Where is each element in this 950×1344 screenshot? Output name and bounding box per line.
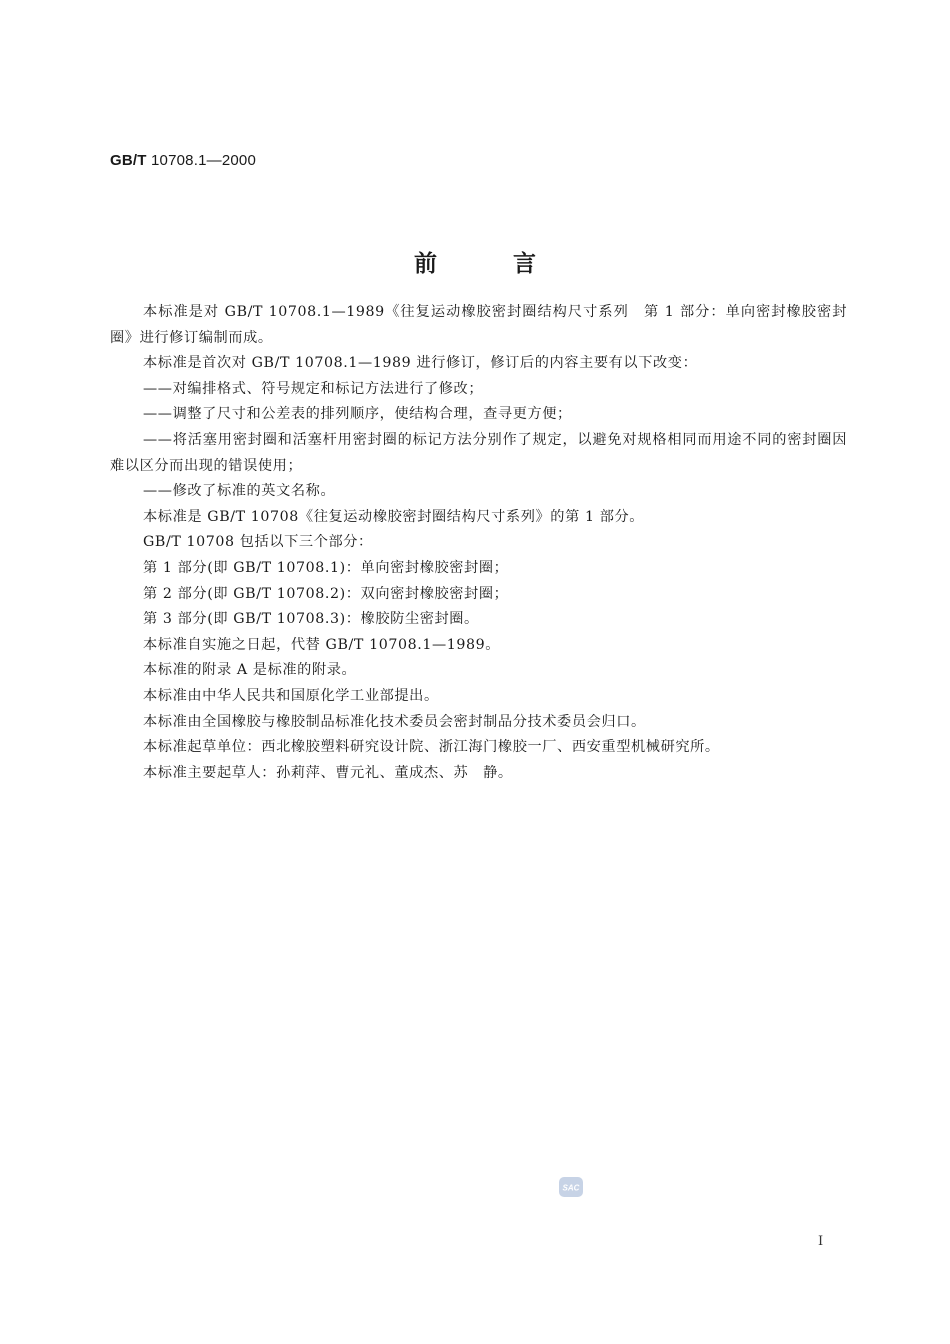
page-title — [0, 245, 950, 278]
paragraph: 本标准自实施之日起，代替 GB/T 10708.1—1989。 — [143, 636, 501, 653]
list-item: 第 2 部分(即 GB/T 10708.2)：双向密封橡胶密封圈； — [143, 585, 509, 602]
list-item: ——将活塞用密封圈和活塞杆用密封圈的标记方法分别作了规定，以避免对规格相同而用途不同的密封圈因难以区分而出现的错误使用； — [110, 431, 847, 474]
paragraph: 本标准是 GB/T 10708《往复运动橡胶密封圈结构尺寸系列》的第 1 部分。 — [143, 508, 645, 525]
foreword-body — [110, 300, 847, 786]
page-number: I — [818, 1234, 824, 1249]
list-item: 第 3 部分(即 GB/T 10708.3)：橡胶防尘密封圈。 — [143, 611, 479, 628]
list-item: 第 1 部分(即 GB/T 10708.1)：单向密封橡胶密封圈； — [143, 559, 509, 576]
paragraph: 本标准主要起草人：孙莉萍、曹元礼、董成杰、苏 静。 — [143, 764, 513, 781]
paragraph: 本标准的附录 A 是标准的附录。 — [143, 662, 357, 679]
sac-watermark-logo — [558, 1176, 584, 1198]
paragraph: GB/T 10708 包括以下三个部分： — [143, 534, 373, 551]
standard-prefix: GB/T — [110, 152, 147, 169]
standard-number: 10708.1—2000 — [151, 152, 257, 169]
title-char-2: 言 — [513, 251, 536, 277]
list-item: ——调整了尺寸和公差表的排列顺序，使结构合理，查寻更方便； — [143, 406, 572, 423]
sac-logo-text: SAC — [562, 1183, 580, 1193]
list-item: ——修改了标准的英文名称。 — [143, 483, 336, 500]
title-char-1: 前 — [414, 251, 437, 277]
sac-logo-icon — [558, 1176, 584, 1198]
paragraph: 本标准起草单位：西北橡胶塑料研究设计院、浙江海门橡胶一厂、西安重型机械研究所。 — [143, 739, 720, 756]
list-item: ——对编排格式、符号规定和标记方法进行了修改； — [143, 380, 484, 397]
paragraph: 本标准由全国橡胶与橡胶制品标准化技术委员会密封制品分技术委员会归口。 — [143, 713, 646, 730]
standard-code — [110, 152, 256, 169]
paragraph: 本标准由中华人民共和国原化学工业部提出。 — [143, 687, 439, 704]
paragraph: 本标准是对 GB/T 10708.1—1989《往复运动橡胶密封圈结构尺寸系列 第 1 部分：单向密封橡胶密封圈》进行修订编制而成。 — [110, 304, 847, 346]
paragraph: 本标准是首次对 GB/T 10708.1—1989 进行修订，修订后的内容主要有以下改变： — [143, 355, 698, 372]
